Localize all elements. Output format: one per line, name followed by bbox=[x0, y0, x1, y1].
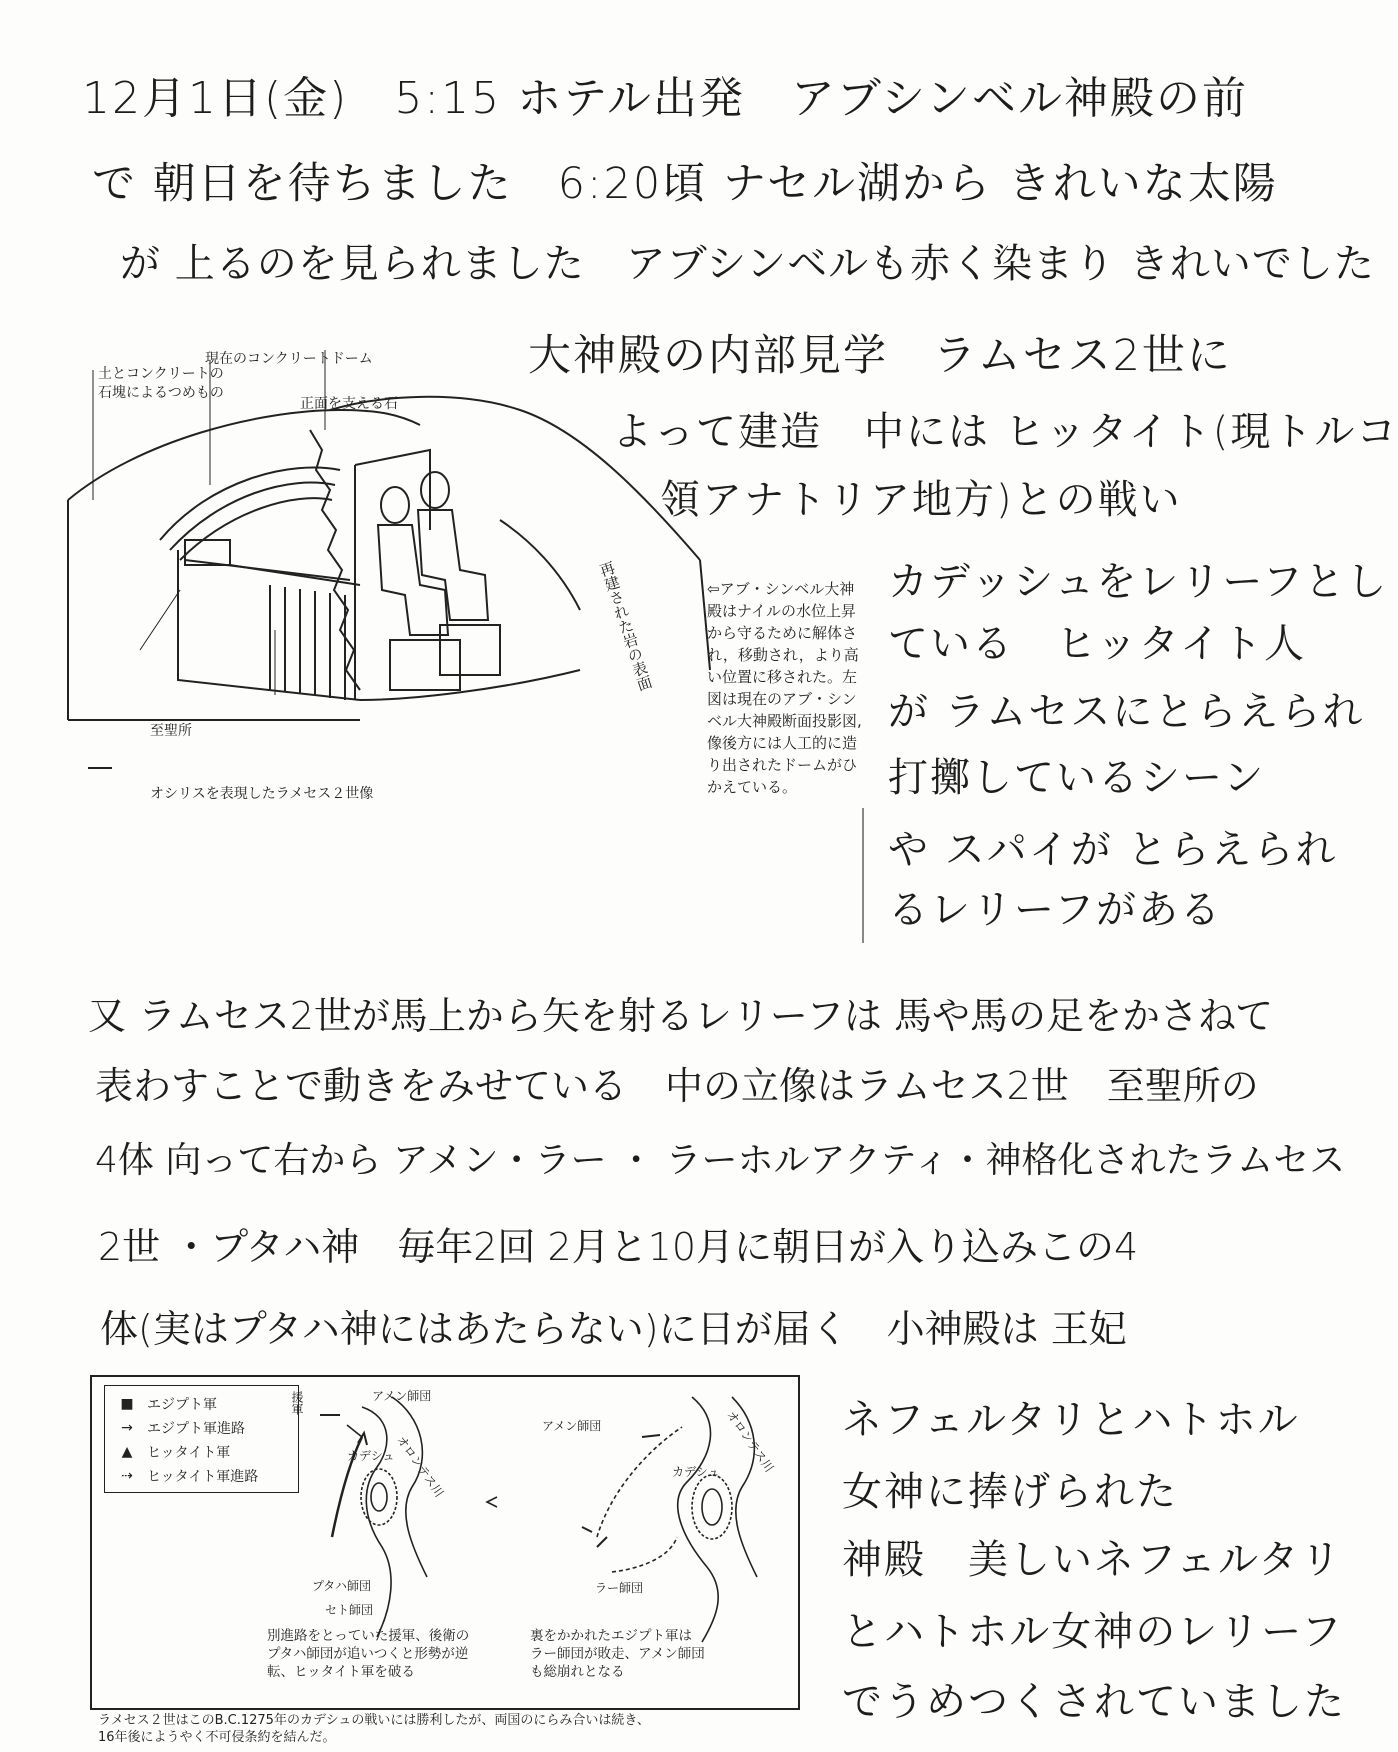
temple-caption-line: から守るために解体さ bbox=[707, 624, 858, 642]
label-fill-line-1: 土とコンクリートの bbox=[98, 366, 224, 382]
legend-label: ヒッタイト軍 bbox=[147, 1445, 231, 1461]
map-label-orontes-right: オロンテス川 bbox=[723, 1408, 777, 1475]
handwritten-line-1: 12月1日(金) 5:15 ホテル出発 アブシンベル神殿の前 bbox=[82, 73, 1249, 124]
handwritten-line-15: 4体 向って右から アメン・ラー ・ ラーホルアクティ・神格化されたラムセス bbox=[95, 1140, 1346, 1181]
temple-caption-line: り出されたドームがひ bbox=[707, 756, 858, 774]
handwritten-line-13: 又 ラムセス2世が馬上から矢を射るレリーフは 馬や馬の足をかさねて bbox=[88, 994, 1274, 1038]
handwritten-line-19: 女神に捧げられた bbox=[842, 1469, 1178, 1515]
handwritten-line-2: で 朝日を待ちました 6:20頃 ナセル湖から きれいな太陽 bbox=[92, 159, 1278, 209]
handwritten-line-10: 打擲しているシーン bbox=[888, 755, 1266, 801]
handwritten-line-20: 神殿 美しいネフェルタリ bbox=[842, 1537, 1343, 1583]
map-label-reinforce: 援軍 bbox=[290, 1391, 304, 1415]
left-map-caption-line: 別進路をとっていた援軍、後衛の bbox=[267, 1628, 470, 1644]
label-facade-stone: 正面を支える石 bbox=[300, 396, 398, 412]
temple-caption-line: 像後方には人工的に造 bbox=[707, 734, 858, 752]
left-map-caption-line: プタハ師団が追いつくと形勢が逆 bbox=[267, 1646, 469, 1662]
handwritten-line-21: とハトホル女神のレリーフ bbox=[842, 1609, 1344, 1655]
map-label-ra: ラー師団 bbox=[595, 1581, 644, 1595]
handwritten-line-18: ネフェルタリとハトホル bbox=[842, 1397, 1300, 1443]
temple-caption-line: ベル大神殿断面投影図, bbox=[707, 712, 862, 730]
legend-hittite-route-icon: ⇢ bbox=[121, 1468, 133, 1484]
label-sanctuary: 至聖所 bbox=[150, 723, 192, 739]
handwritten-line-17: 体(実はプタハ神にはあたらない)に日が届く 小神殿は 王妃 bbox=[100, 1307, 1127, 1351]
right-map-caption bbox=[530, 1627, 705, 1681]
map-label-amen-right: アメン師団 bbox=[542, 1419, 602, 1433]
handwritten-line-5: よって建造 中には ヒッタイト(現トルコ bbox=[612, 409, 1398, 455]
map-label-amen-left: アメン師団 bbox=[372, 1389, 432, 1403]
map-label-kadesh-right: カデシュ bbox=[672, 1465, 720, 1479]
legend-egypt-army-icon: ■ bbox=[120, 1396, 134, 1412]
label-rebuilt-rock-surface: 再建された岩の表面 bbox=[595, 559, 655, 694]
label-fill-line-2: 石塊によるつめもの bbox=[98, 385, 224, 401]
bottom-caption-line: 16年後にようやく不可侵条約を結んだ。 bbox=[98, 1730, 336, 1745]
legend-label: エジプト軍進路 bbox=[147, 1421, 245, 1437]
legend-egypt-route-icon: → bbox=[121, 1420, 133, 1436]
label-concrete-dome: 現在のコンクリートドーム bbox=[205, 351, 373, 367]
handwritten-line-4: 大神殿の内部見学 ラムセス2世に bbox=[528, 331, 1232, 381]
label-osiris-statue: オシリスを表現したラメセス２世像 bbox=[150, 786, 374, 802]
battle-map-bottom-caption bbox=[98, 1712, 818, 1746]
map-label-kadesh-left: カデシュ bbox=[347, 1449, 395, 1463]
handwritten-line-16: 2世 ・プタハ神 毎年2回 2月と10月に朝日が入り込みこの4 bbox=[98, 1225, 1139, 1269]
legend-hittite-army-icon: ▲ bbox=[121, 1444, 133, 1460]
scan-edge-line bbox=[862, 808, 864, 943]
map-label-ptah: プタハ師団 bbox=[312, 1579, 372, 1593]
temple-caption-line: い位置に移された。左 bbox=[707, 668, 858, 686]
right-map-caption-line: ラー師団が敗走、アメン師団 bbox=[530, 1646, 705, 1662]
right-map-caption-line: も総崩れとなる bbox=[530, 1664, 625, 1680]
temple-caption-line: れ，移動され，より高 bbox=[707, 646, 859, 664]
left-map-caption-line: 転、ヒッタイト軍を破る bbox=[267, 1664, 415, 1680]
handwritten-line-7: カデッシュをレリーフとし bbox=[888, 559, 1389, 605]
map-label-set: セト師団 bbox=[325, 1603, 374, 1617]
map-label-orontes-left: オロンテス川 bbox=[393, 1433, 447, 1500]
temple-caption-line: ⇦アブ・シンベル大神 bbox=[707, 580, 855, 598]
handwritten-line-22: でうめつくされていました bbox=[842, 1679, 1346, 1725]
legend-label: ヒッタイト軍進路 bbox=[147, 1469, 259, 1485]
battle-map-drawing bbox=[92, 1377, 798, 1647]
legend-label: エジプト軍 bbox=[147, 1397, 217, 1413]
handwritten-line-11: や スパイが とらえられ bbox=[888, 827, 1338, 873]
handwritten-line-9: が ラムセスにとらえられ bbox=[888, 689, 1365, 735]
right-map-caption-line: 裏をかかれたエジプト軍は bbox=[530, 1628, 692, 1644]
temple-caption bbox=[707, 578, 877, 798]
temple-caption-line: 殿はナイルの水位上昇 bbox=[707, 602, 856, 620]
left-map-caption bbox=[267, 1627, 469, 1681]
temple-caption-line: かえている。 bbox=[707, 778, 798, 796]
battle-map-figure bbox=[90, 1375, 800, 1710]
bottom-caption-line: ラメセス２世はこのB.C.1275年のカデシュの戦いには勝利したが、両国のにらみ合いは続き、 bbox=[98, 1713, 650, 1728]
temple-caption-line: 図は現在のアブ・シン bbox=[707, 690, 857, 708]
handwritten-line-3: が 上るのを見られました アブシンベルも赤く染まり きれいでした bbox=[120, 241, 1375, 287]
handwritten-line-6: 領アナトリア地方)との戦い bbox=[660, 477, 1182, 523]
handwritten-line-12: るレリーフがある bbox=[888, 887, 1222, 933]
handwritten-line-8: ている ヒッタイト人 bbox=[888, 621, 1306, 667]
handwritten-line-14: 表わすことで動きをみせている 中の立像はラムセス2世 至聖所の bbox=[95, 1064, 1259, 1108]
